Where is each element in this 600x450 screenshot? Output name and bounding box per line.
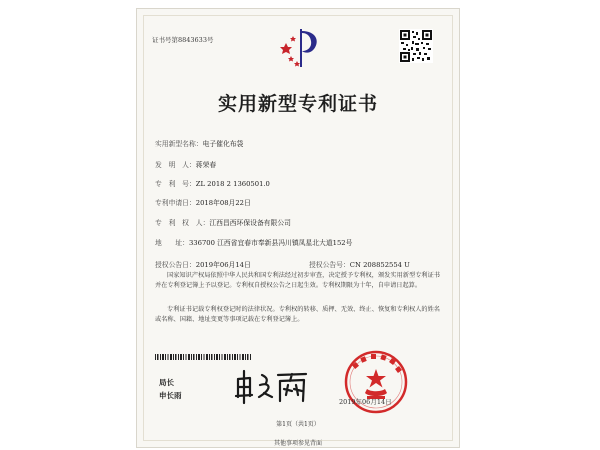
field-label: 实用新型名称：	[155, 140, 203, 148]
field-grant-date	[155, 259, 251, 269]
field-value: ZL 2018 2 1360501.0	[195, 180, 270, 188]
field-filing-date	[155, 197, 251, 207]
qr-code-icon	[399, 29, 433, 63]
field-patent-number	[155, 178, 270, 188]
director-signature	[232, 367, 312, 405]
page-number: 第1页（共1页）	[276, 421, 320, 428]
field-value: 电子催化布袋	[202, 140, 244, 148]
field-value: CN 208852554 U	[349, 261, 410, 269]
bureau-title: 局长	[159, 378, 174, 387]
field-label: 授权公告日：	[155, 261, 196, 269]
certificate-body-paragraph: 专利证书记载专利权登记时的法律状况。专利权的转移、质押、无效、终止、恢复和专利权人的姓名或名称、国籍、地址变更等事项记载在专利登记簿上。	[155, 306, 440, 323]
certificate-body-paragraph: 国家知识产权局依照中华人民共和国专利法经过初步审查，决定授予专利权，颁发实用新型专利证书并在专利登记簿上予以登记。专利权自授权公告之日起生效。专利权期限为十年，自申请日起算。	[155, 272, 440, 289]
field-grant-number	[309, 259, 410, 269]
barcode-icon	[155, 354, 251, 360]
field-patentee	[155, 217, 291, 227]
field-value: 蒋荣春	[195, 161, 217, 169]
field-label: 授权公告号：	[309, 261, 350, 269]
field-value: 江西昌西环保设备有限公司	[209, 219, 291, 227]
field-value: 336700 江西省宜春市奉新县冯川镇凤星北大道152号	[188, 239, 353, 247]
field-inventor	[155, 159, 216, 169]
field-label: 专 利 号：	[155, 180, 196, 188]
certificate-number: 证书号第8843633号	[152, 36, 214, 44]
field-value: 2018年08月22日	[195, 199, 251, 207]
field-utility-model-name	[155, 138, 243, 148]
patent-office-logo-icon	[276, 23, 324, 71]
seal-date: 2019年06月14日	[339, 398, 392, 406]
field-address	[155, 237, 352, 247]
field-label: 地 址：	[155, 239, 189, 247]
patent-certificate	[136, 8, 460, 448]
field-label: 发 明 人：	[155, 161, 196, 169]
field-label: 专 利 权 人：	[155, 219, 210, 227]
field-value: 2019年06月14日	[195, 261, 251, 269]
certificate-title: 实用新型专利证书	[217, 93, 378, 115]
footer-note: 其他事项参见背面	[273, 440, 322, 447]
bureau-director-name: 申长雨	[159, 391, 182, 400]
field-label: 专利申请日：	[155, 199, 196, 207]
